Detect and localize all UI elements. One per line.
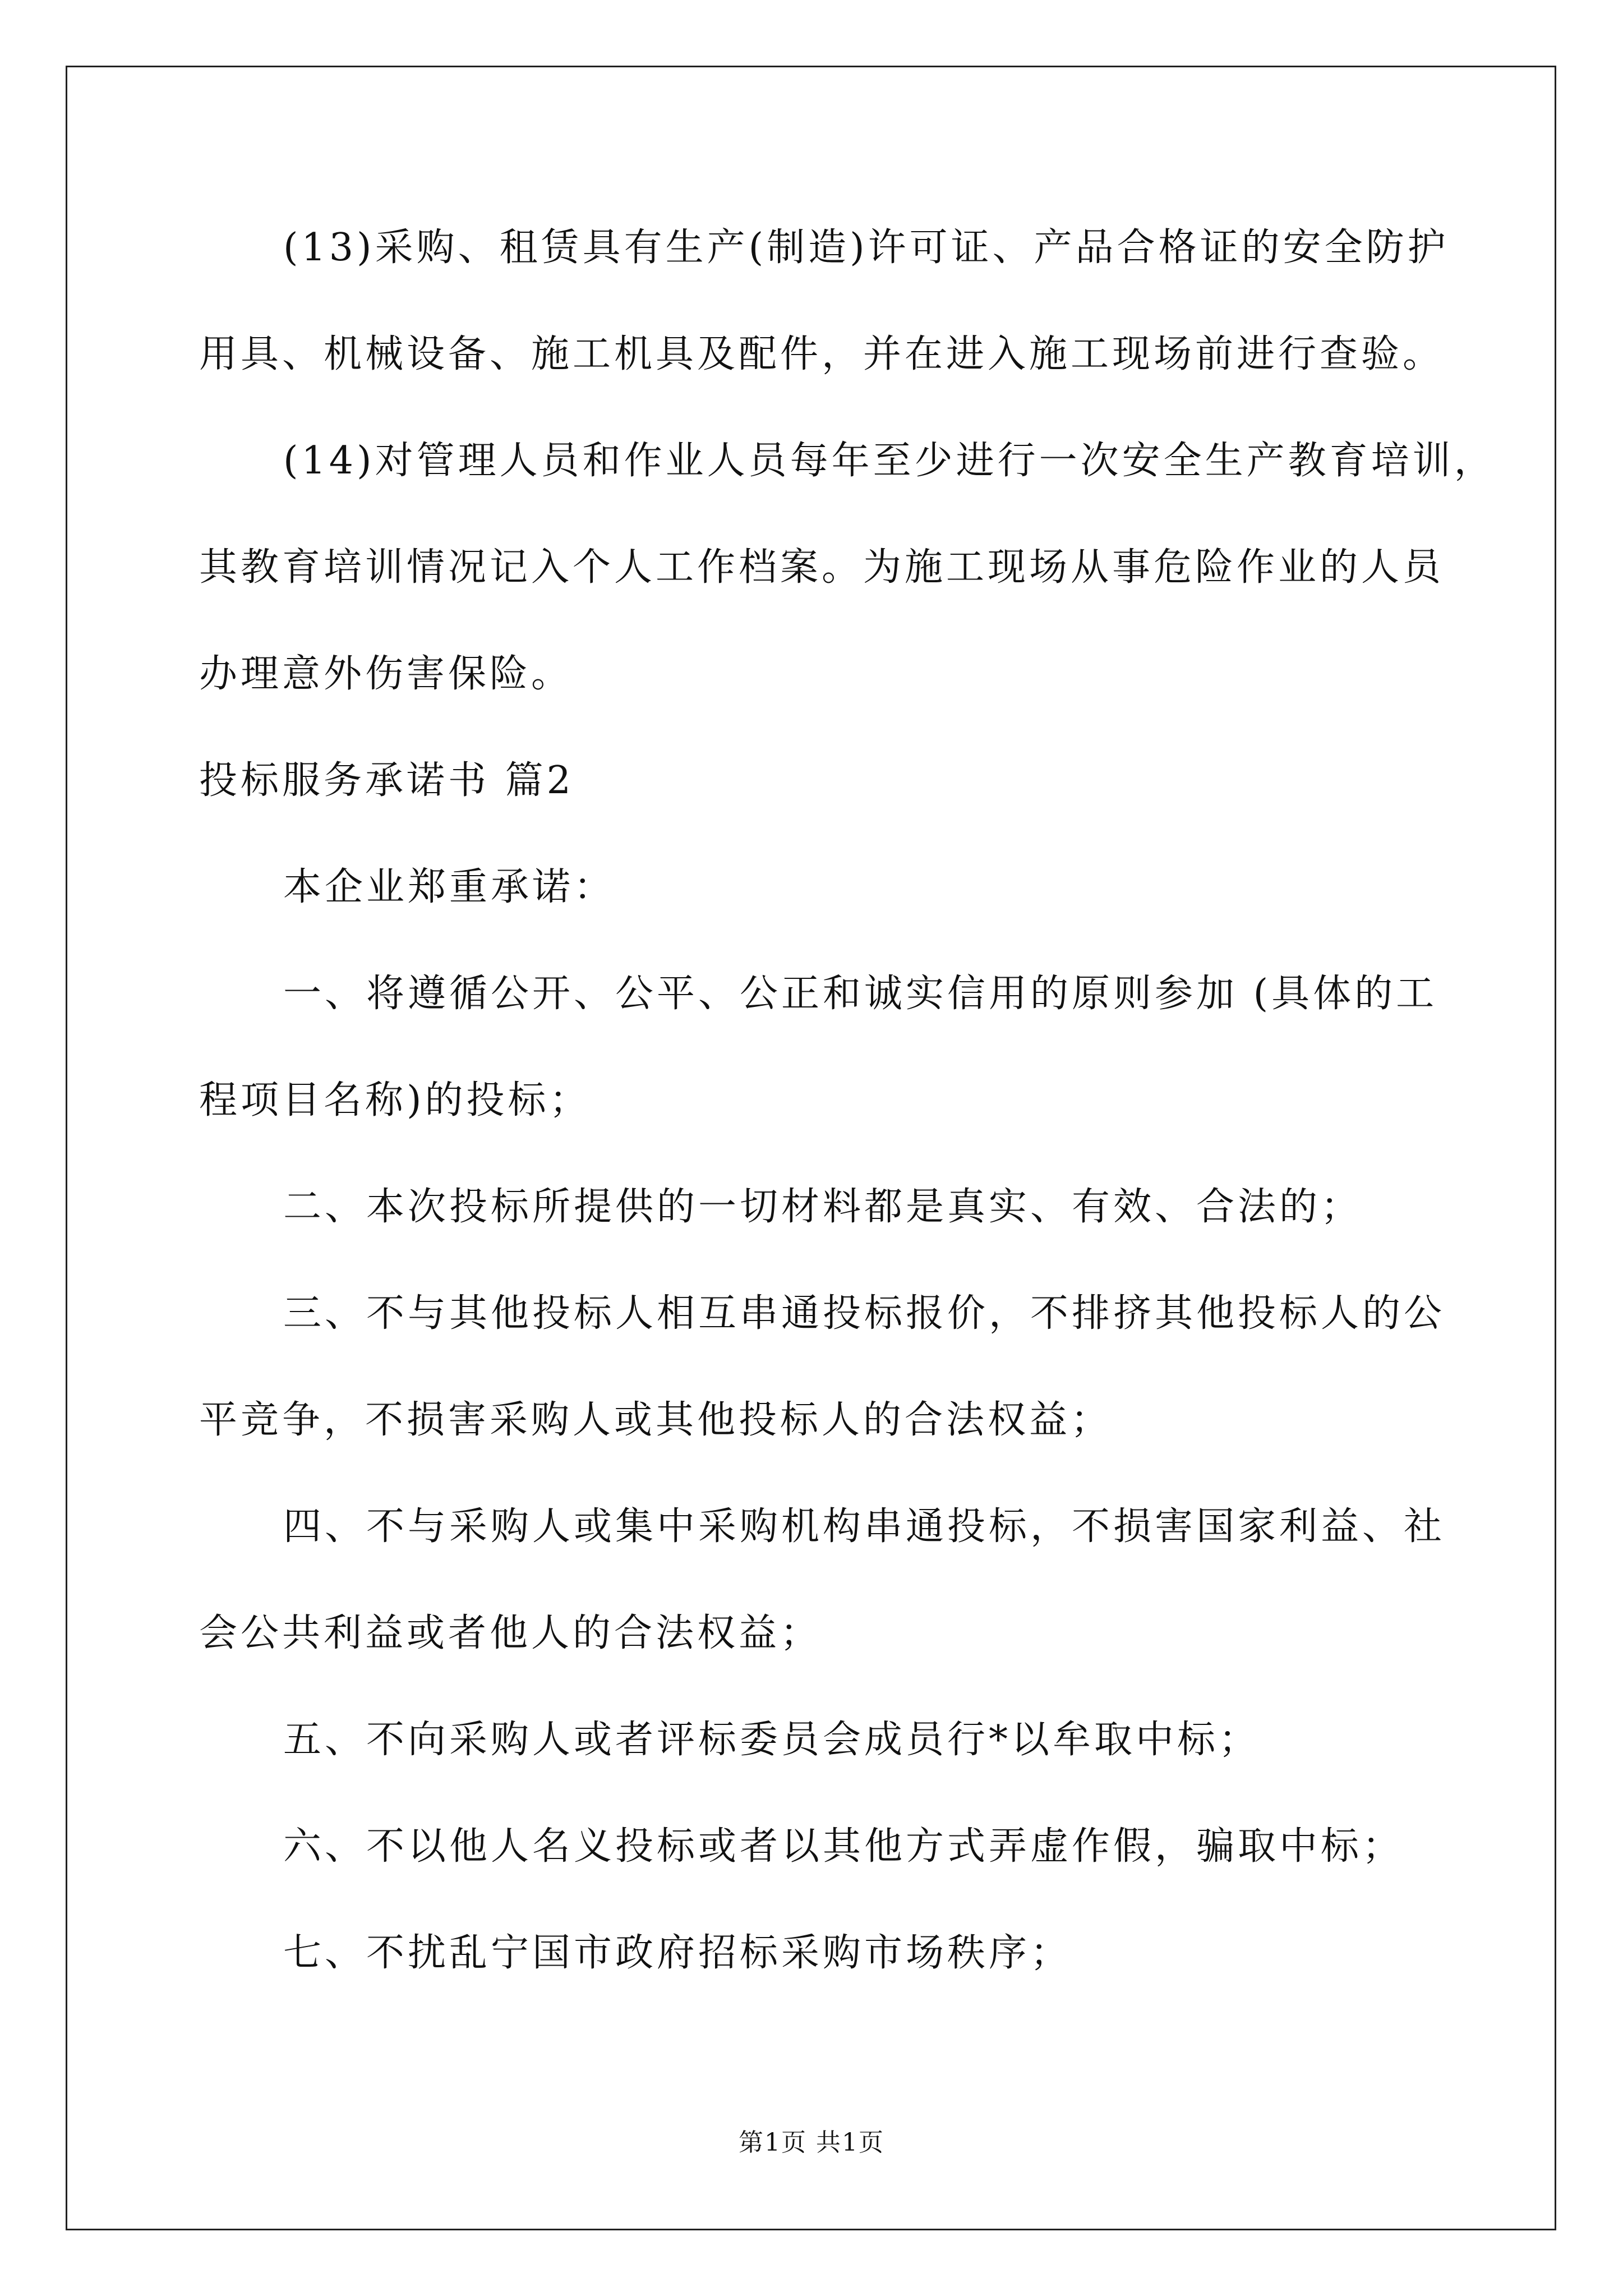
section-heading: 投标服务承诺书 篇2: [199, 758, 574, 803]
item-4-line-1: 四、不与采购人或集中采购机构串通投标，不损害国家利益、社: [283, 1504, 1446, 1549]
page-footer: 第1页 共1页: [739, 2128, 884, 2157]
item-5: 五、不向采购人或者评标委员会成员行*以牟取中标；: [283, 1718, 1261, 1762]
item-6: 六、不以他人名义投标或者以其他方式弄虚作假，骗取中标；: [283, 1824, 1404, 1869]
item-3-line-1: 三、不与其他投标人相互串通投标报价，不排挤其他投标人的公: [283, 1291, 1446, 1336]
paragraph-14-line-2: 其教育培训情况记入个人工作档案。为施工现场从事危险作业的人员: [199, 545, 1445, 590]
paragraph-14-line-1: (14)对管理人员和作业人员每年至少进行一次安全生产教育培训，: [283, 439, 1496, 483]
paragraph-13-line-1: (13)采购、租赁具有生产(制造)许可证、产品合格证的安全防护: [283, 226, 1449, 270]
paragraph-13-line-2: 用具、机械设备、施工机具及配件，并在进入施工现场前进行查验。: [199, 332, 1445, 376]
page-border: [66, 66, 1556, 2230]
item-4-line-2: 会公共利益或者他人的合法权益；: [199, 1611, 822, 1655]
item-1-line-2: 程项目名称)的投标；: [199, 1078, 591, 1122]
item-1-line-1: 一、将遵循公开、公平、公正和诚实信用的原则参加 (具体的工: [283, 972, 1438, 1016]
commitment-intro: 本企业郑重承诺：: [283, 865, 616, 909]
item-2: 二、本次投标所提供的一切材料都是真实、有效、合法的；: [283, 1185, 1363, 1229]
item-3-line-2: 平竞争，不损害采购人或其他投标人的合法权益；: [199, 1398, 1113, 1442]
item-7: 七、不扰乱宁国市政府招标采购市场秩序；: [283, 1931, 1072, 1975]
paragraph-14-line-3: 办理意外伤害保险。: [199, 652, 573, 696]
